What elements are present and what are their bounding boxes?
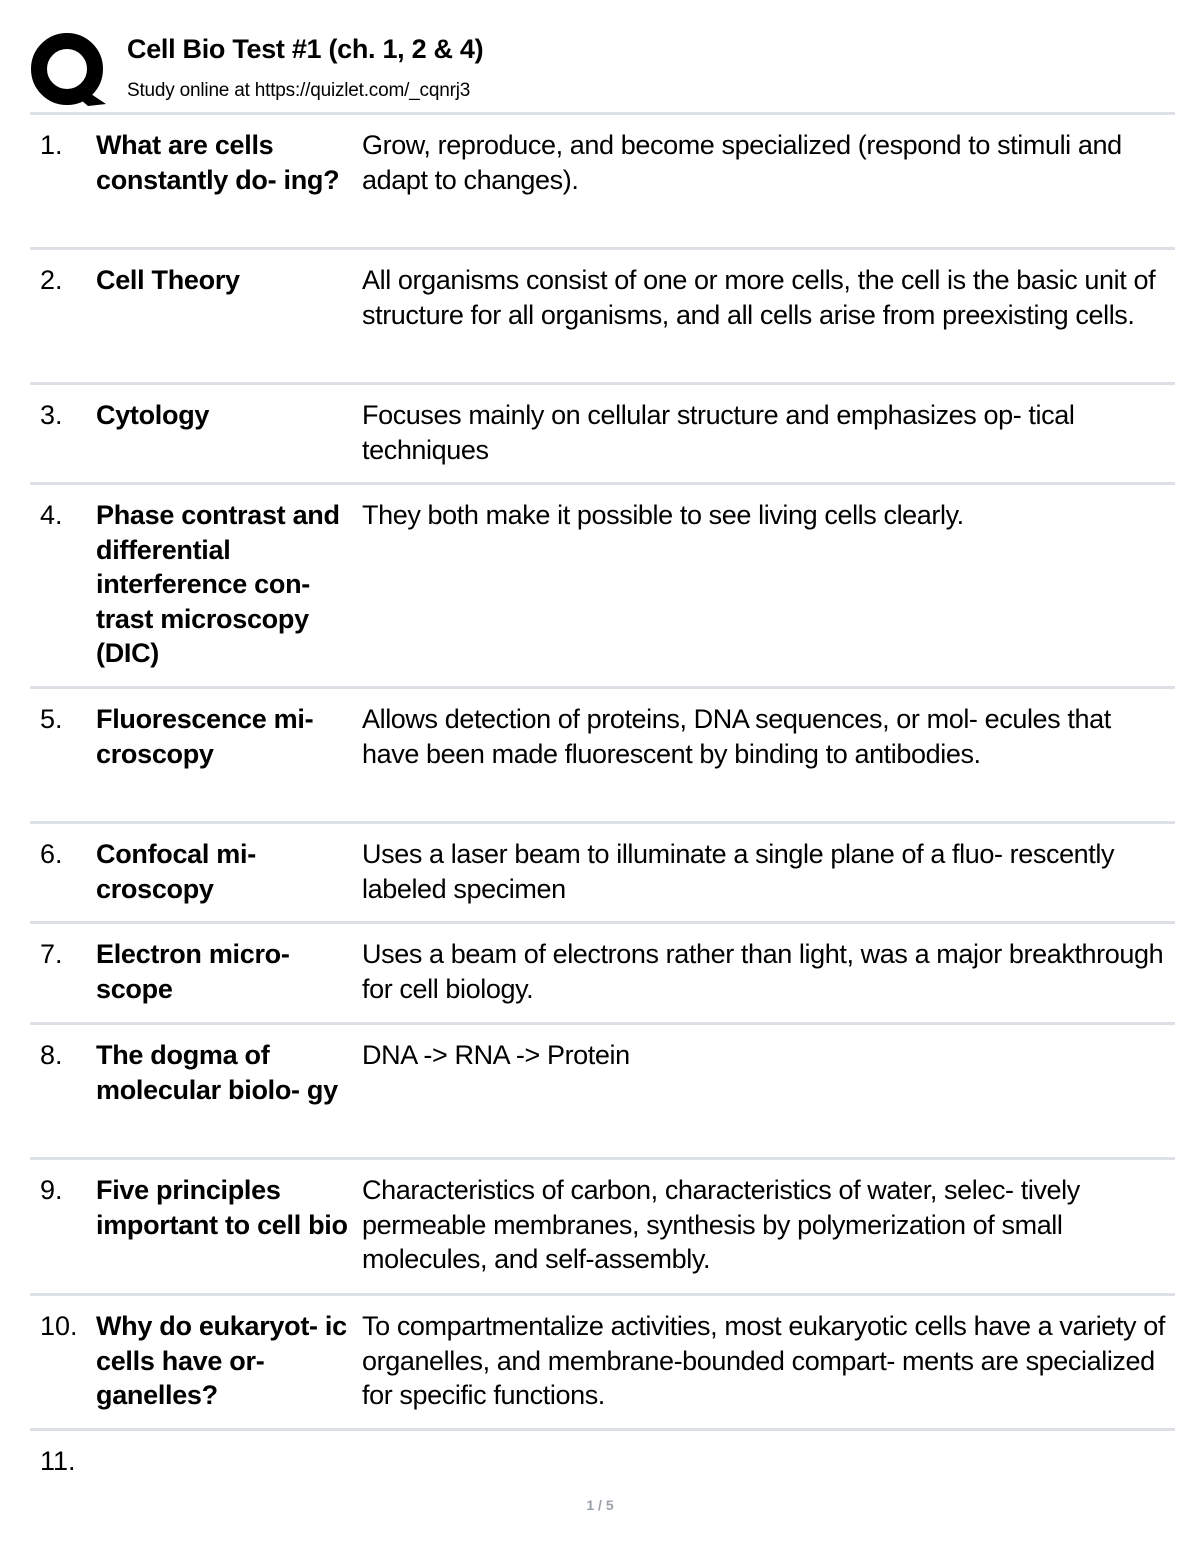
card-term: The dogma of molecular biolo- gy — [96, 1040, 338, 1105]
card-definition: They both make it possible to see living cells clearly. — [362, 500, 964, 530]
card-number: 10. — [40, 1311, 78, 1341]
flashcard-row — [30, 924, 1175, 1025]
flashcard-row — [30, 1160, 1175, 1296]
quizlet-logo-icon — [30, 32, 110, 108]
page-header — [30, 30, 1175, 110]
card-definition: Allows detection of proteins, DNA sequences, or mol- ecules that have been made fluorescent by binding to antibodies. — [362, 704, 1111, 769]
card-definition: All organisms consist of one or more cells, the cell is the basic unit of structure for all organisms, and all cells arise from preexisting cells. — [362, 265, 1156, 330]
card-term: What are cells constantly do- ing? — [96, 130, 340, 195]
card-term: Cell Theory — [96, 265, 240, 295]
card-definition: Characteristics of carbon, characteristics of water, selec- tively permeable membranes, synthesis by polymerization of small molecules, and self-assembly. — [362, 1175, 1080, 1274]
card-term: Cytology — [96, 400, 210, 430]
card-term: Fluorescence mi- croscopy — [96, 704, 314, 769]
card-term: Confocal mi- croscopy — [96, 839, 256, 904]
card-definition: Uses a laser beam to illuminate a single plane of a fluo- rescently labeled specimen — [362, 839, 1115, 904]
flashcard-list — [30, 112, 1175, 1491]
card-number: 9. — [40, 1175, 63, 1205]
flashcard-row — [30, 485, 1175, 689]
card-term: Five principles important to cell bio — [96, 1175, 348, 1240]
flashcard-row — [30, 1431, 1175, 1491]
flashcard-row — [30, 1296, 1175, 1431]
page-number: 1 / 5 — [586, 1497, 614, 1513]
card-definition: DNA -> RNA -> Protein — [362, 1040, 630, 1070]
card-number: 4. — [40, 500, 63, 530]
card-definition: Uses a beam of electrons rather than light, was a major breakthrough for cell biology. — [362, 939, 1164, 1004]
card-definition: Focuses mainly on cellular structure and emphasizes op- tical techniques — [362, 400, 1075, 465]
flashcard-row — [30, 250, 1175, 385]
flashcard-row — [30, 824, 1175, 924]
flashcard-row — [30, 689, 1175, 824]
card-number: 8. — [40, 1040, 63, 1070]
flashcard-row — [30, 385, 1175, 485]
card-definition: Grow, reproduce, and become specialized (respond to stimuli and adapt to changes). — [362, 130, 1122, 195]
card-number: 5. — [40, 704, 63, 734]
card-number: 3. — [40, 400, 63, 430]
study-online-link-text[interactable]: Study online at https://quizlet.com/_cqnrj3 — [127, 80, 471, 101]
card-number: 2. — [40, 265, 63, 295]
card-number: 7. — [40, 939, 63, 969]
flashcard-row — [30, 115, 1175, 250]
card-number: 6. — [40, 839, 63, 869]
card-number: 1. — [40, 130, 63, 160]
card-term: Why do eukaryot- ic cells have or- ganelles? — [96, 1311, 347, 1410]
card-term: Phase contrast and differential interference con- trast microscopy (DIC) — [96, 500, 340, 668]
flashcard-row — [30, 1025, 1175, 1160]
page-title: Cell Bio Test #1 (ch. 1, 2 & 4) — [127, 34, 484, 64]
card-number: 11. — [40, 1446, 76, 1476]
card-term: Electron micro- scope — [96, 939, 290, 1004]
card-definition: To compartmentalize activities, most eukaryotic cells have a variety of organelles, and membrane-bounded compart- ments are specialized for specific functions. — [362, 1311, 1165, 1410]
